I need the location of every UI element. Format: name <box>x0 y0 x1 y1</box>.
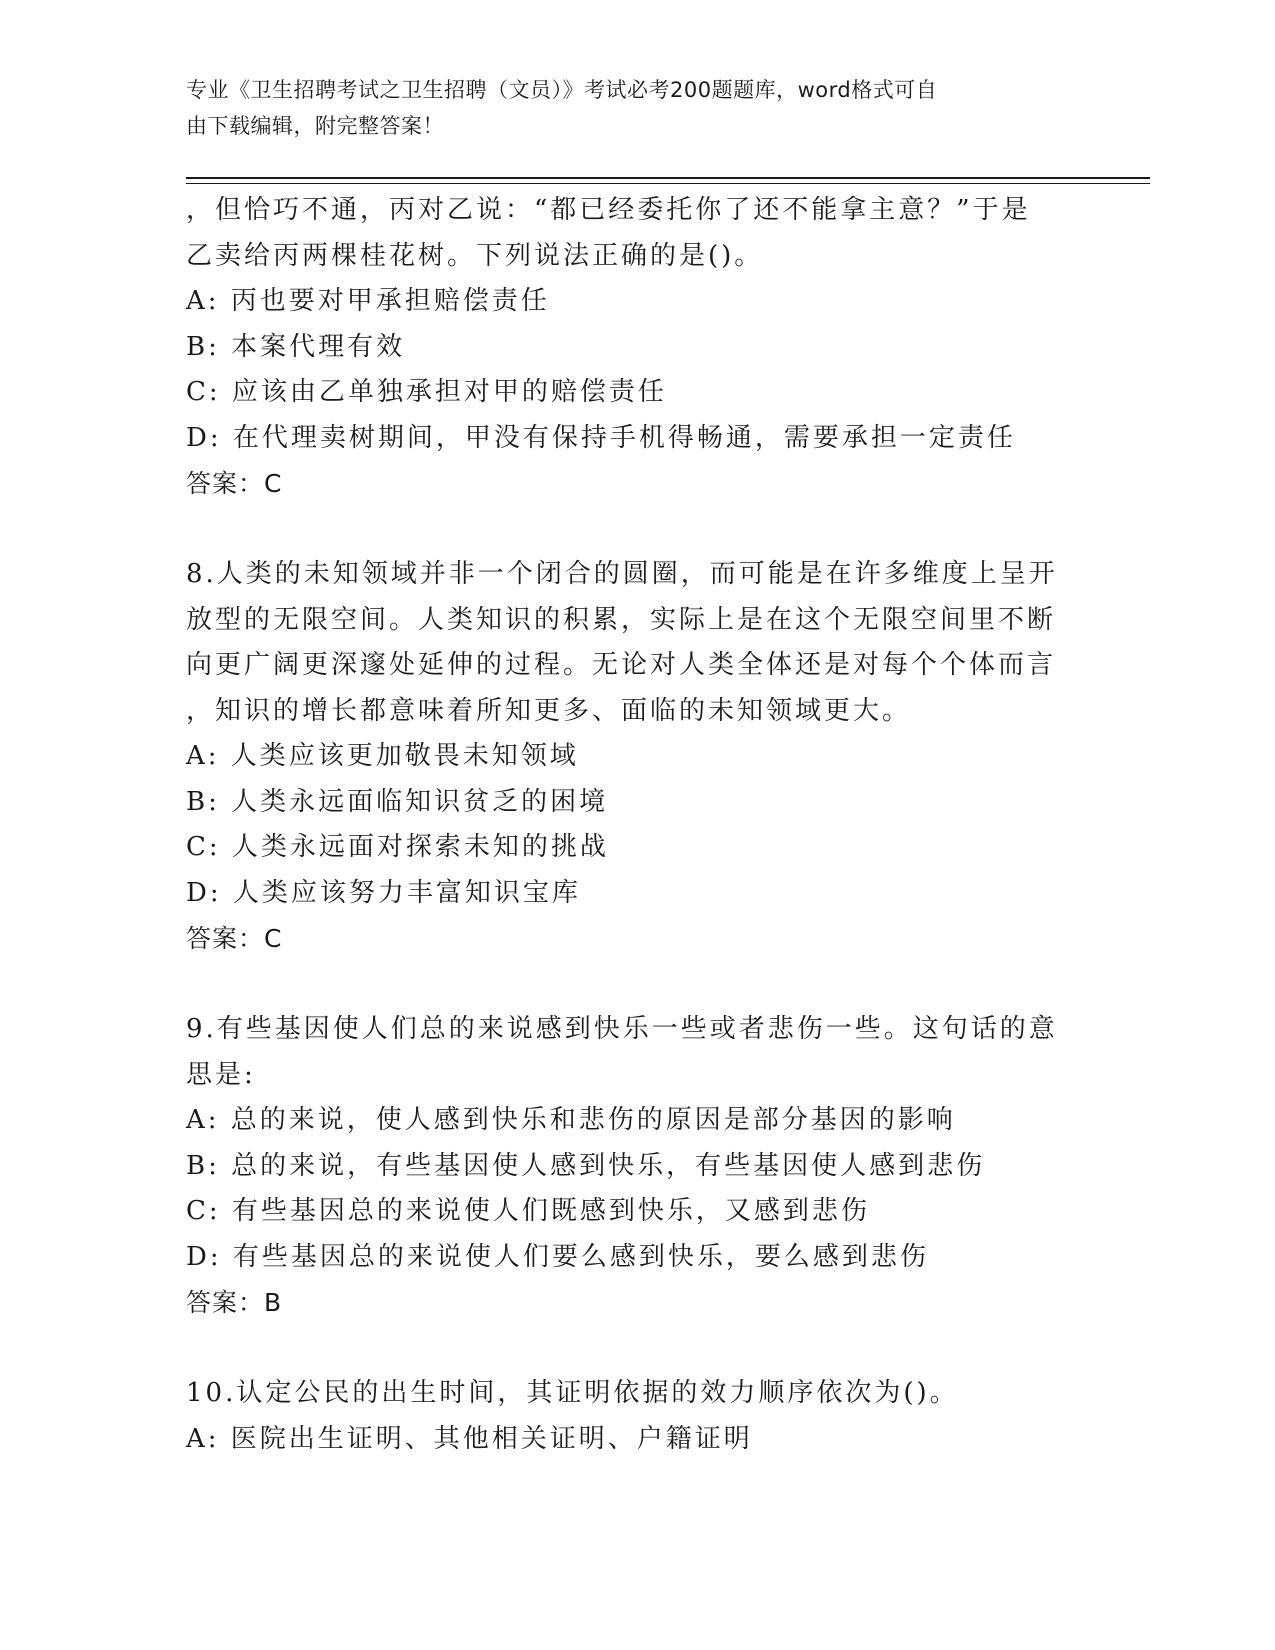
spacer <box>186 507 1066 553</box>
spacer <box>186 962 1066 1008</box>
option-b: B: 人类永远面临知识贫乏的困境 <box>186 786 609 817</box>
question-text-line: 乙卖给丙两棵桂花树。下列说法正确的是()。 <box>186 240 764 271</box>
option-a: A: 人类应该更加敬畏未知领域 <box>186 741 579 771</box>
question-content <box>186 188 1066 1462</box>
header-divider-thin <box>186 183 1150 184</box>
option-d: D: 有些基因总的来说使人们要么感到快乐，要么感到悲伤 <box>186 1241 929 1272</box>
option-c: C: 应该由乙单独承担对甲的赔偿责任 <box>186 377 667 407</box>
question-text-line: 思是: <box>186 1059 256 1090</box>
option-d: D: 人类应该努力丰富知识宝库 <box>186 877 581 908</box>
option-b: B: 本案代理有效 <box>186 331 406 362</box>
document-header <box>186 72 1066 144</box>
question-text-line: 10.认定公民的出生时间，其证明依据的效力顺序依次为()。 <box>186 1378 959 1408</box>
question-block-continued <box>186 188 1066 507</box>
spacer <box>186 1326 1066 1372</box>
option-a: A: 医院出生证明、其他相关证明、户籍证明 <box>186 1423 753 1454</box>
answer-line: 答案：C <box>186 469 283 498</box>
question-text-line: 9.有些基因使人们总的来说感到快乐一些或者悲伤一些。这句话的意 <box>186 1014 1058 1044</box>
header-divider-thick <box>186 177 1150 179</box>
option-a: A: 丙也要对甲承担赔偿责任 <box>186 286 550 316</box>
question-text-line: 向更广阔更深邃处延伸的过程。无论对人类全体还是对每个个体而言 <box>186 650 1057 680</box>
question-block-10 <box>186 1371 1066 1462</box>
question-text-line: ，但恰巧不通，丙对乙说：“都已经委托你了还不能拿主意？”于是 <box>186 195 1031 225</box>
question-block-8 <box>186 552 1066 962</box>
answer-line: 答案：C <box>186 924 283 953</box>
answer-line: 答案：B <box>186 1288 283 1317</box>
header-title-line-1: 专业《卫生招聘考试之卫生招聘（文员）》考试必考200题题库，word格式可自 <box>186 78 938 102</box>
question-block-9 <box>186 1007 1066 1326</box>
question-text-line: ，知识的增长都意味着所知更多、面临的未知领域更大。 <box>186 695 912 726</box>
option-d: D: 在代理卖树期间，甲没有保持手机得畅通，需要承担一定责任 <box>186 422 1016 453</box>
option-c: C: 人类永远面对探索未知的挑战 <box>186 832 609 862</box>
question-text-line: 放型的无限空间。人类知识的积累，实际上是在这个无限空间里不断 <box>186 604 1057 635</box>
option-a: A: 总的来说，使人感到快乐和悲伤的原因是部分基因的影响 <box>186 1105 956 1135</box>
question-text-line: 8.人类的未知领域并非一个闭合的圆圈，而可能是在许多维度上呈开 <box>186 559 1058 589</box>
option-c: C: 有些基因总的来说使人们既感到快乐，又感到悲伤 <box>186 1196 870 1226</box>
header-title-line-2: 由下载编辑，附完整答案！ <box>186 114 444 138</box>
option-b: B: 总的来说，有些基因使人感到快乐，有些基因使人感到悲伤 <box>186 1150 986 1181</box>
